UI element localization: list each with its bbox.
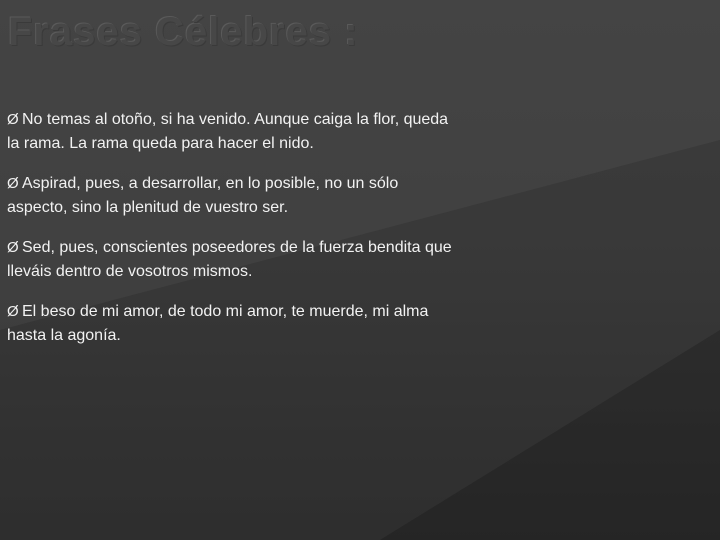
arrow-bullet-icon: Ø	[7, 303, 19, 320]
quote-text: Sed, pues, conscientes poseedores de la fuerza bendita que lleváis dentro de vosotros mismos.	[7, 239, 452, 280]
arrow-bullet-icon: Ø	[7, 111, 19, 128]
quote-list	[7, 108, 462, 364]
slide-title: Frases Célebres :	[8, 10, 359, 54]
quote-item	[7, 236, 462, 284]
quote-text: Aspirad, pues, a desarrollar, en lo posible, no un sólo aspecto, sino la plenitud de vuestro ser.	[7, 175, 399, 216]
quote-item	[7, 108, 462, 156]
quote-text: El beso de mi amor, de todo mi amor, te muerde, mi alma hasta la agonía.	[7, 303, 429, 344]
arrow-bullet-icon: Ø	[7, 175, 19, 192]
quote-item	[7, 172, 462, 220]
arrow-bullet-icon: Ø	[7, 239, 19, 256]
quote-text: No temas al otoño, si ha venido. Aunque caiga la flor, queda la rama. La rama queda para hacer el nido.	[7, 111, 449, 152]
quote-item	[7, 300, 462, 348]
